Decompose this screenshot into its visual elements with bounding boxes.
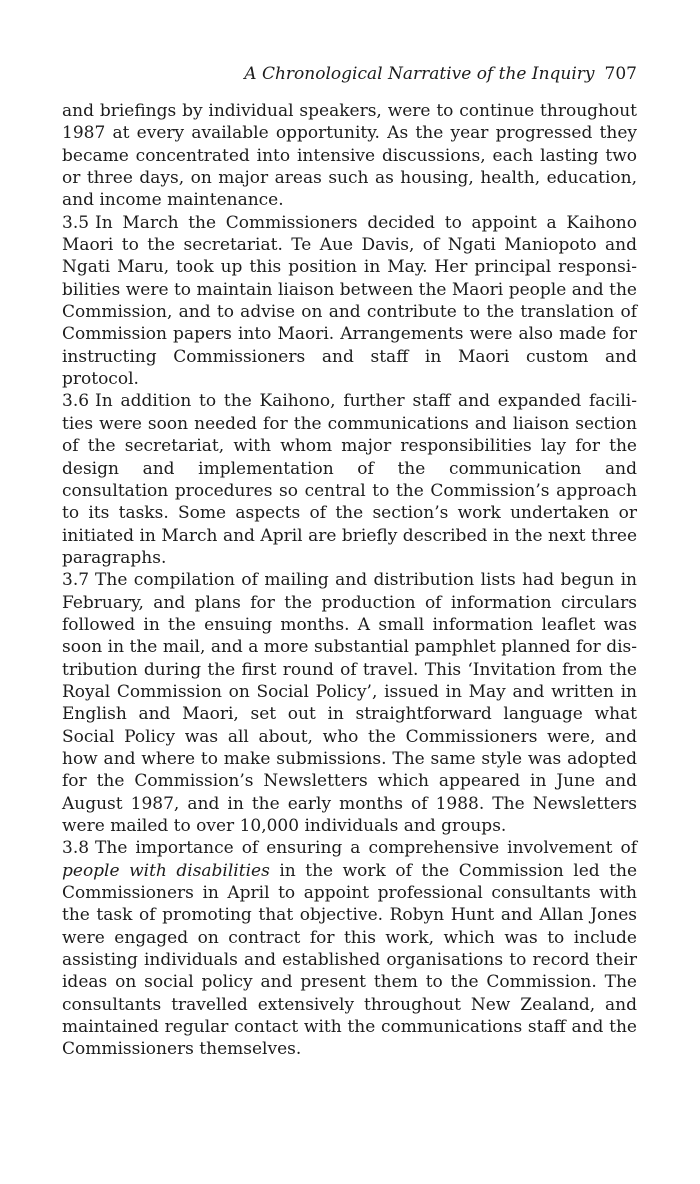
paragraph-number: 3.7	[62, 570, 90, 591]
paragraph-text: The compilation of mailing and distribution lists had begun in February, and plans for the production of information circulars followed in the ensuing months. A small information leaflet was soon in the mail, and a more substantial pamphlet planned for distribution during the first round of travel. This ‘Invitation from the Royal Commission on Social Policy’, issued in May and written in English and Maori, set out in straightforward language what Social Policy was all about, who the Commissioners were, and how and where to make submissions. The same style was adopted for the Commission’s Newsletters which appeared in June and August 1987, and in the early months of 1988. The Newsletters were mailed to over 10,000 individuals and groups.	[62, 570, 637, 836]
paragraph-3-8	[62, 837, 637, 1060]
page-number: 707	[604, 64, 637, 84]
paragraph-3-5	[62, 212, 637, 391]
running-header	[62, 62, 637, 86]
paragraph-continuation	[62, 100, 637, 212]
paragraph-number: 3.8	[62, 838, 90, 859]
paragraph-text: In March the Commissioners decided to appoint a Kaihono Maori to the secretariat. Te Aue Davis, of Ngati Maniopoto and Ngati Maru, took up this position in May. Her principal responsibilities were to maintain liaison between the Maori people and the Commission, and to advise on and contribute to the translation of Commission papers into Maori. Arrangements were also made for instructing Commissioners and staff in Maori custom and protocol.	[62, 212, 637, 390]
paragraph-text: In addition to the Kaihono, further staff and expanded facilities were soon needed for the communications and liaison section of the secretariat, with whom major responsibilities lay for the design and implementation of the communication and consultation procedures so central to the Commission’s approach to its tasks. Some aspects of the section’s work undertaken or initiated in March and April are briefly described in the next three paragraphs.	[62, 391, 637, 568]
paragraph-text: and briefings by individual speakers, were to continue throughout 1987 at every available opportunity. As the year progressed they became concentrated into intensive discussions, each lasting two or three days, on major areas such as housing, health, education, and income maintenance.	[62, 101, 637, 211]
paragraph-text-before: The importance of ensuring a comprehensive involvement of	[95, 838, 637, 859]
running-header-title: A Chronological Narrative of the Inquiry	[244, 64, 595, 84]
paragraph-text-after: in the work of the Commission led the Commissioners in April to appoint professional consultants with the task of promoting that objective. Robyn Hunt and Allan Jones were engaged on contract for this work, which was to include assisting individuals and established organisations to record their ideas on social policy and present them to the Commission. The consultants travelled extensively throughout New Zealand, and maintained regular contact with the communications staff and the Commissioners themselves.	[62, 860, 638, 1060]
italic-phrase: people with disabilities	[62, 860, 270, 881]
paragraph-3-6	[62, 390, 637, 569]
book-page	[62, 62, 637, 1061]
paragraph-number: 3.5	[62, 212, 90, 233]
paragraph-number: 3.6	[62, 391, 90, 412]
paragraph-3-7	[62, 569, 637, 837]
